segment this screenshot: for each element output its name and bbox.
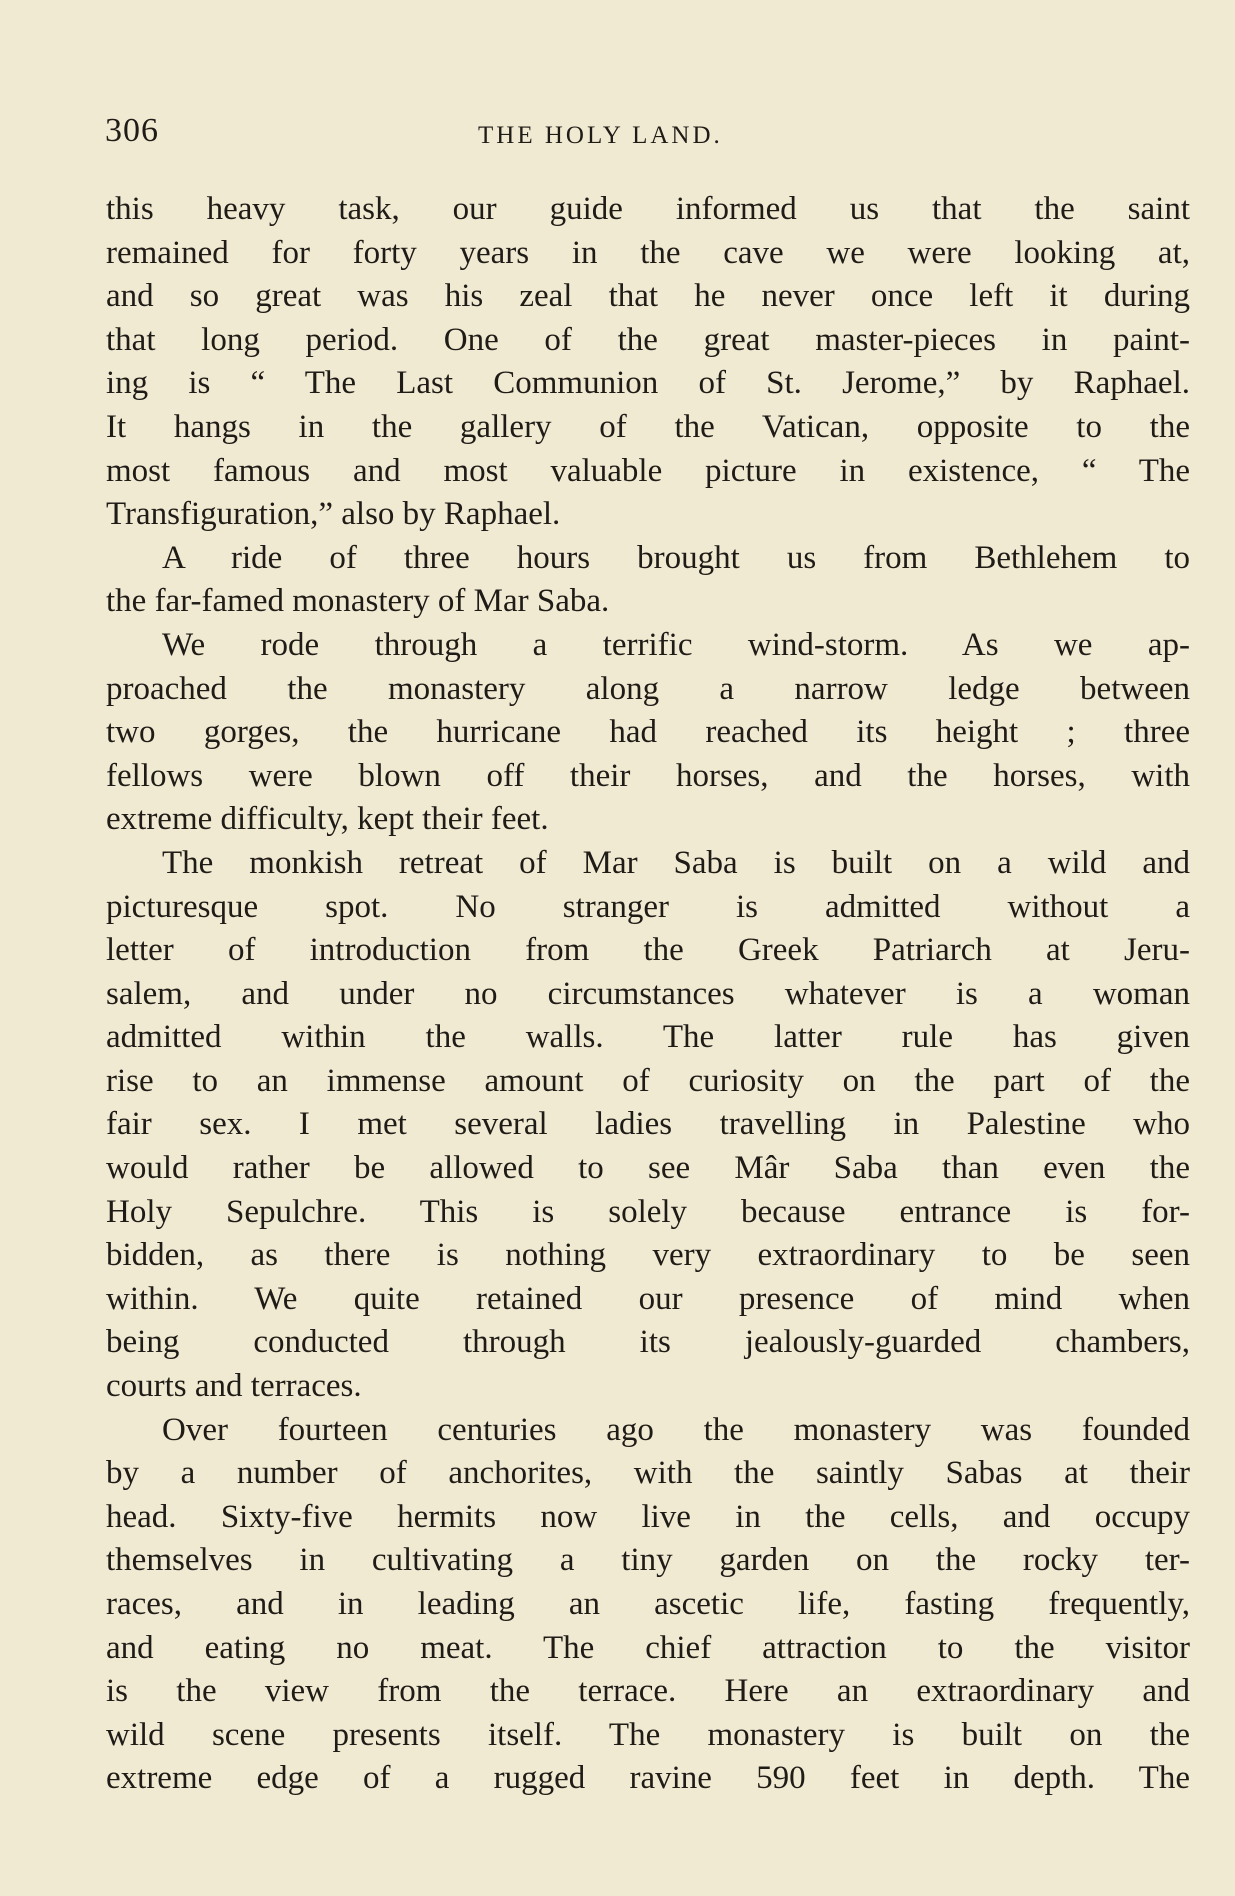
text-line: and so great was his zeal that he never once left it during [106,278,1190,315]
text-line: and eating no meat. The chief attraction to the visitor [106,1629,1190,1666]
running-head: THE HOLY LAND. [478,122,723,149]
text-line: proached the monastery along a narrow ledge between [106,670,1190,707]
text-line: Transfiguration,” also by Raphael. [106,496,561,533]
text-line: A ride of three hours brought us from Bethlehem to [162,539,1190,576]
text-line: two gorges, the hurricane had reached its height ; three [106,714,1190,751]
text-line: that long period. One of the great master-pieces in paint- [106,321,1190,358]
text-line: head. Sixty-five hermits now live in the cells, and occupy [106,1498,1190,1535]
text-line: The monkish retreat of Mar Saba is built on a wild and [162,844,1190,881]
text-line: wild scene presents itself. The monastery is built on the [106,1716,1190,1753]
text-line: It hangs in the gallery of the Vatican, opposite to the [106,408,1190,445]
text-line: remained for forty years in the cave we were looking at, [106,234,1190,271]
text-line: rise to an immense amount of curiosity on the part of the [106,1062,1190,1099]
text-line: by a number of anchorites, with the saintly Sabas at their [106,1455,1190,1492]
text-line: fair sex. I met several ladies travelling in Palestine who [106,1106,1190,1143]
text-line: letter of introduction from the Greek Patriarch at Jeru- [106,932,1190,969]
page-number: 306 [105,112,159,149]
text-line: races, and in leading an ascetic life, fasting frequently, [106,1586,1190,1622]
text-line: the far-famed monastery of Mar Saba. [106,583,610,620]
text-line: salem, and under no circumstances whatever is a woman [106,975,1190,1012]
text-line: We rode through a terrific wind-storm. As we ap- [162,626,1190,663]
text-line: admitted within the walls. The latter rule has given [106,1019,1190,1056]
text-line: ing is “ The Last Communion of St. Jerome,” by Raphael. [106,365,1190,402]
text-line: themselves in cultivating a tiny garden on the rocky ter- [106,1542,1190,1579]
text-line: fellows were blown off their horses, and the horses, with [106,757,1190,794]
text-line: is the view from the terrace. Here an extraordinary and [106,1673,1190,1710]
text-line: being conducted through its jealously-guarded chambers, [106,1324,1190,1361]
text-line: Holy Sepulchre. This is solely because entrance is for- [106,1193,1190,1230]
text-line: extreme difficulty, kept their feet. [106,801,549,838]
body-text [106,188,1190,1801]
text-line: picturesque spot. No stranger is admitted without a [106,888,1190,925]
text-line: extreme edge of a rugged ravine 590 feet in depth. The [106,1760,1190,1797]
text-line: courts and terraces. [106,1368,362,1405]
text-line: this heavy task, our guide informed us that the saint [106,191,1190,227]
text-line: bidden, as there is nothing very extraordinary to be seen [106,1237,1190,1274]
text-line: Over fourteen centuries ago the monastery was founded [162,1411,1190,1448]
text-line: within. We quite retained our presence of mind when [106,1280,1190,1317]
text-line: most famous and most valuable picture in existence, “ The [106,452,1190,489]
text-line: would rather be allowed to see Mâr Saba than even the [106,1150,1190,1187]
